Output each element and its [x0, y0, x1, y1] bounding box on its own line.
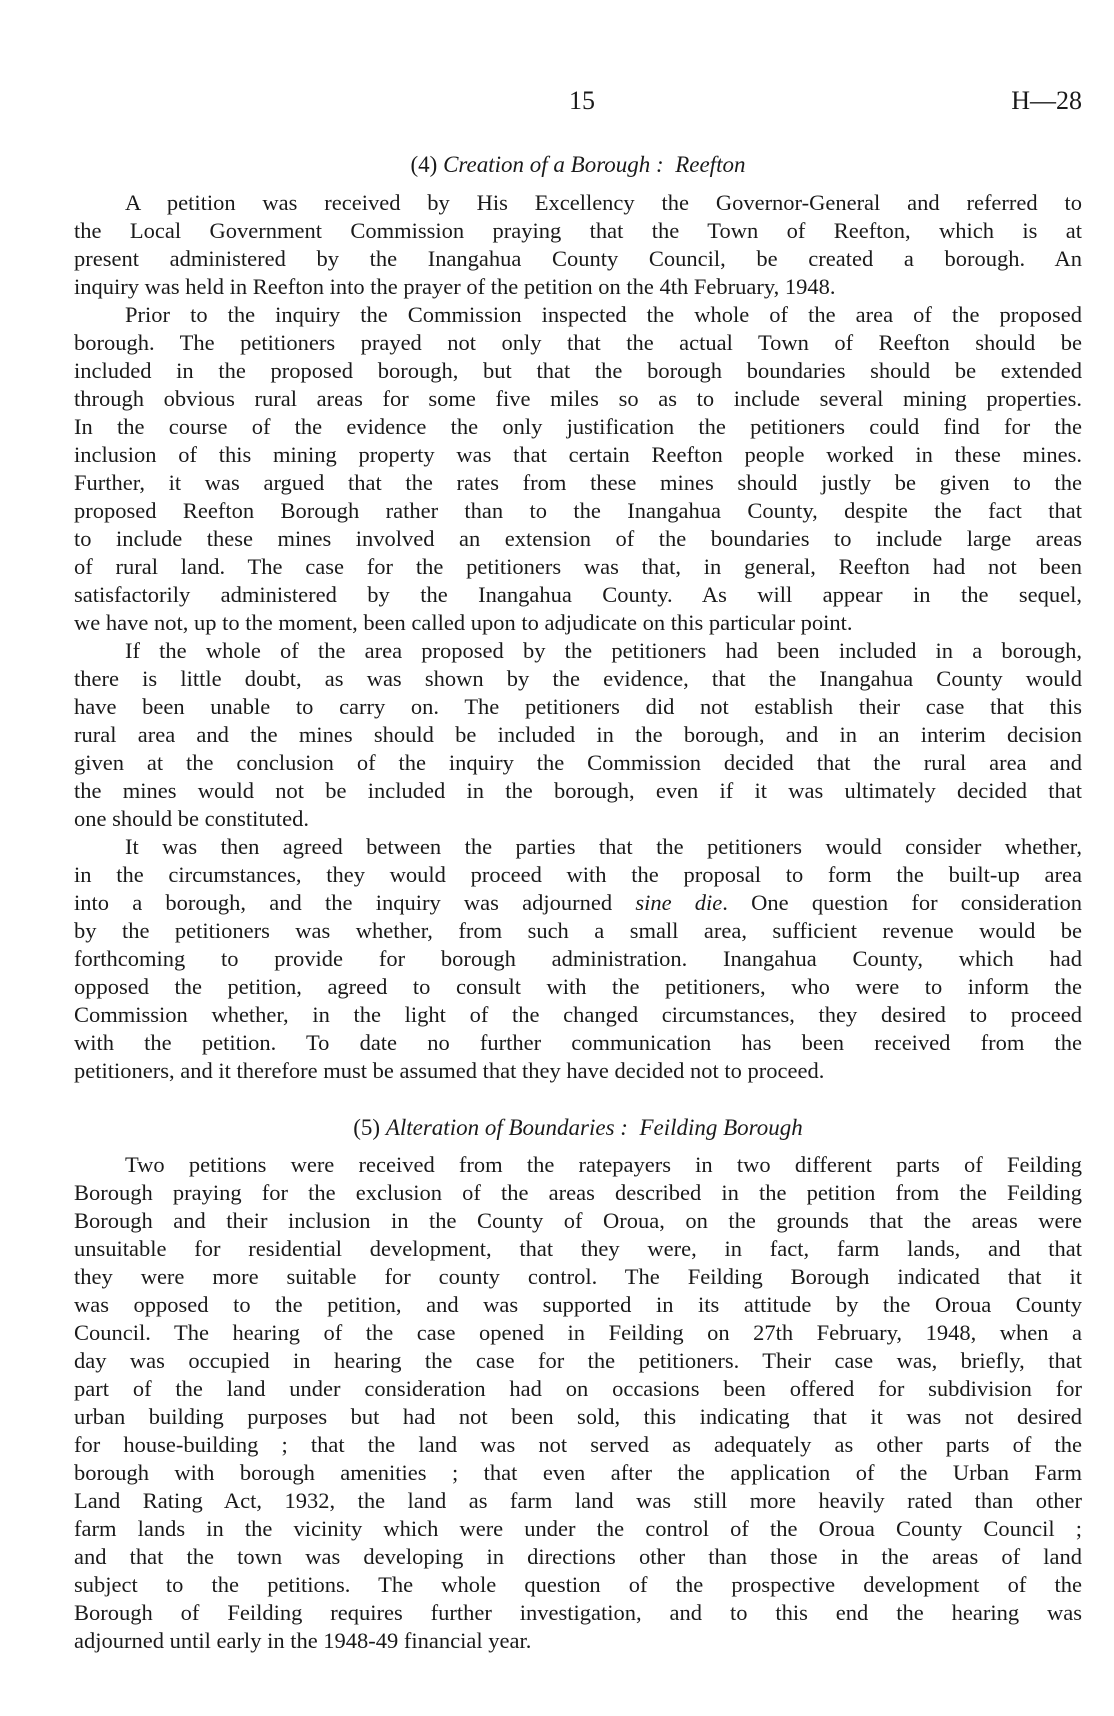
page-number: 15 [569, 86, 595, 115]
section-body-5 [74, 1151, 1082, 1655]
text-line: unsuitable for residential development, that they were, in fact, farm lands, and that [74, 1236, 1082, 1261]
text-line: have been unable to carry on. The petitioners did not establish their case that this [74, 694, 1082, 719]
text-line: Two petitions were received from the ratepayers in two different parts of Feilding [125, 1152, 1082, 1177]
paragraph [74, 189, 1082, 301]
heading-number: (4) [410, 152, 438, 177]
italic-text: sine die [635, 890, 723, 915]
text-line: Borough praying for the exclusion of the areas described in the petition from the Feilding [74, 1180, 1082, 1205]
text-line: urban building purposes but had not been sold, this indicating that it was not desired [74, 1404, 1082, 1429]
text-line: Commission whether, in the light of the changed circumstances, they desired to proceed [74, 1002, 1082, 1027]
text-line: opposed the petition, agreed to consult with the petitioners, who were to inform the [74, 974, 1082, 999]
text-line: Borough and their inclusion in the County of Oroua, on the grounds that the areas were [74, 1208, 1082, 1233]
text-line: present administered by the Inangahua County Council, be created a borough. An [74, 246, 1082, 271]
text-line: proposed Reefton Borough rather than to the Inangahua County, despite the fact that [74, 498, 1082, 523]
text-line: Council. The hearing of the case opened in Feilding on 27th February, 1948, when a [74, 1320, 1082, 1345]
text-line: Prior to the inquiry the Commission inspected the whole of the area of the proposed [125, 302, 1082, 327]
text-line: through obvious rural areas for some five miles so as to include several mining properties. [74, 386, 1082, 411]
text-line: we have not, up to the moment, been called upon to adjudicate on this particular point. [74, 610, 853, 635]
text-line: petitioners, and it therefore must be assumed that they have decided not to proceed. [74, 1058, 825, 1083]
text-line: forthcoming to provide for borough administration. Inangahua County, which had [74, 946, 1082, 971]
text-line: with the petition. To date no further communication has been received from the [74, 1030, 1082, 1055]
text-line: was opposed to the petition, and was supported in its attitude by the Oroua County [74, 1292, 1082, 1317]
text-line: the Local Government Commission praying that the Town of Reefton, which is at [74, 218, 1082, 243]
text-line: one should be constituted. [74, 806, 309, 831]
heading-place: Reefton [675, 152, 746, 177]
text-line: subject to the petitions. The whole question of the prospective development of the [74, 1572, 1082, 1597]
heading-number: (5) [353, 1115, 381, 1140]
text-line: Borough of Feilding requires further investigation, and to this end the hearing was [74, 1600, 1082, 1625]
document-reference: H—28 [1011, 86, 1082, 115]
text-line: borough. The petitioners prayed not only that the actual Town of Reefton should be [74, 330, 1082, 355]
text-line [74, 889, 1082, 917]
text-line: part of the land under consideration had on occasions been offered for subdivision for [74, 1376, 1082, 1401]
text-line: the mines would not be included in the borough, even if it was ultimately decided that [74, 778, 1082, 803]
section-heading-4 [0, 152, 1114, 178]
text-line: by the petitioners was whether, from such a small area, sufficient revenue would be [74, 918, 1082, 943]
text-segment: . One question for consideration [722, 890, 1082, 915]
paragraph [74, 301, 1082, 637]
heading-place: Feilding Borough [639, 1115, 803, 1140]
text-line: in the circumstances, they would proceed with the proposal to form the built-up area [74, 862, 1082, 887]
text-line: Land Rating Act, 1932, the land as farm land was still more heavily rated than other [74, 1488, 1082, 1513]
section-heading-5 [0, 1115, 1114, 1141]
text-line: inquiry was held in Reefton into the prayer of the petition on the 4th February, 1948. [74, 274, 836, 299]
text-line: satisfactorily administered by the Inangahua County. As will appear in the sequel, [74, 582, 1082, 607]
text-line: rural area and the mines should be included in the borough, and in an interim decision [74, 722, 1082, 747]
text-line: If the whole of the area proposed by the petitioners had been included in a borough, [125, 638, 1082, 663]
text-line: they were more suitable for county control. The Feilding Borough indicated that it [74, 1264, 1082, 1289]
text-line: there is little doubt, as was shown by the evidence, that the Inangahua County would [74, 666, 1082, 691]
section-body-4 [74, 189, 1082, 1085]
text-line: Further, it was argued that the rates from these mines should justly be given to the [74, 470, 1082, 495]
text-line: borough with borough amenities ; that even after the application of the Urban Farm [74, 1460, 1082, 1485]
paragraph [74, 833, 1082, 1085]
text-line: and that the town was developing in directions other than those in the areas of land [74, 1544, 1082, 1569]
heading-title: Creation of a Borough : [443, 152, 664, 177]
text-line: day was occupied in hearing the case for the petitioners. Their case was, briefly, that [74, 1348, 1082, 1373]
text-line: given at the conclusion of the inquiry the Commission decided that the rural area and [74, 750, 1082, 775]
text-line: for house-building ; that the land was not served as adequately as other parts of the [74, 1432, 1082, 1457]
text-line: included in the proposed borough, but that the borough boundaries should be extended [74, 358, 1082, 383]
text-line: to include these mines involved an extension of the boundaries to include large areas [74, 526, 1082, 551]
heading-title: Alteration of Boundaries : [385, 1115, 628, 1140]
paragraph [74, 637, 1082, 833]
text-line: In the course of the evidence the only justification the petitioners could find for the [74, 414, 1082, 439]
text-line: inclusion of this mining property was that certain Reefton people worked in these mines. [74, 442, 1082, 467]
paragraph [74, 1151, 1082, 1655]
text-line: farm lands in the vicinity which were under the control of the Oroua County Council ; [74, 1516, 1082, 1541]
text-line: adjourned until early in the 1948-49 financial year. [74, 1628, 532, 1653]
text-line: It was then agreed between the parties that the petitioners would consider whether, [125, 834, 1082, 859]
text-segment: into a borough, and the inquiry was adjourned [74, 890, 636, 915]
text-line: A petition was received by His Excellency the Governor-General and referred to [125, 190, 1082, 215]
text-line: of rural land. The case for the petitioners was that, in general, Reefton had not been [74, 554, 1082, 579]
